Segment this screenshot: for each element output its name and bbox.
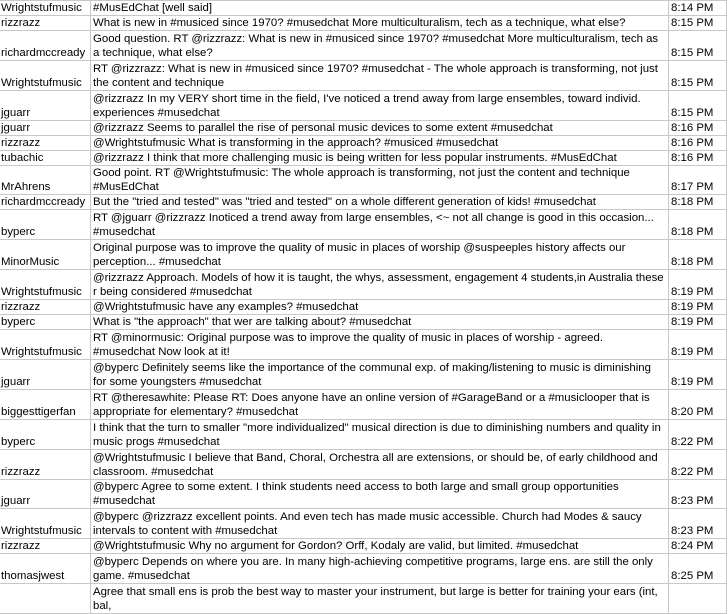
timestamp-cell[interactable]: 8:18 PM: [669, 195, 727, 210]
table-row: [0, 136, 727, 151]
username-cell[interactable]: jguarr: [0, 360, 91, 390]
username-cell[interactable]: jguarr: [0, 480, 91, 509]
tweet-text-cell[interactable]: @Wrightstufmusic have any examples? #musedchat: [91, 300, 669, 315]
table-row: [0, 121, 727, 136]
tweet-text-cell[interactable]: RT @rizzrazz: What is new in #musiced since 1970? #musedchat - The whole approach is transforming, not just the content and technique: [91, 61, 669, 91]
tweet-text-cell[interactable]: @rizzrazz Seems to parallel the rise of personal music devices to some extent #musedchat: [91, 121, 669, 136]
tweet-text-cell[interactable]: But the "tried and tested" was "tried and tested" on a whole different generation of kids! #musedchat: [91, 195, 669, 210]
table-row: [0, 31, 727, 61]
username-cell[interactable]: richardmccready: [0, 31, 91, 61]
timestamp-cell[interactable]: 8:15 PM: [669, 61, 727, 91]
timestamp-cell[interactable]: 8:15 PM: [669, 16, 727, 31]
tweet-text-cell[interactable]: @rizzrazz Approach. Models of how it is taught, the whys, assessment, engagement 4 students,in Australia these r being considered #musedchat: [91, 270, 669, 300]
username-cell[interactable]: [0, 584, 91, 614]
username-cell[interactable]: tubachic: [0, 151, 91, 166]
timestamp-cell[interactable]: [669, 584, 727, 614]
username-cell[interactable]: rizzrazz: [0, 136, 91, 151]
username-cell[interactable]: rizzrazz: [0, 16, 91, 31]
tweet-text-cell[interactable]: @byperc Definitely seems like the importance of the communal exp. of making/listening to music is diminishing for some youngsters #musedchat: [91, 360, 669, 390]
timestamp-cell[interactable]: 8:16 PM: [669, 151, 727, 166]
timestamp-cell[interactable]: 8:14 PM: [669, 1, 727, 16]
table-row: [0, 420, 727, 450]
timestamp-cell[interactable]: 8:19 PM: [669, 360, 727, 390]
table-row: [0, 166, 727, 195]
table-row: [0, 16, 727, 31]
table-row: [0, 315, 727, 330]
timestamp-cell[interactable]: 8:17 PM: [669, 166, 727, 195]
username-cell[interactable]: byperc: [0, 210, 91, 240]
table-row: [0, 300, 727, 315]
username-cell[interactable]: Wrightstufmusic: [0, 270, 91, 300]
tweet-text-cell[interactable]: What is "the approach" that wer are talking about? #musedchat: [91, 315, 669, 330]
tweet-text-cell[interactable]: @byperc Depends on where you are. In many high-achieving competitive programs, large ens. are still the only game. #musedchat: [91, 554, 669, 584]
table-row: [0, 91, 727, 121]
timestamp-cell[interactable]: 8:15 PM: [669, 31, 727, 61]
tweet-text-cell[interactable]: What is new in #musiced since 1970? #musedchat More multiculturalism, tech as a technique, what else?: [91, 16, 669, 31]
table-row: [0, 1, 727, 16]
table-row: [0, 390, 727, 420]
username-cell[interactable]: rizzrazz: [0, 300, 91, 315]
table-row: [0, 584, 727, 614]
username-cell[interactable]: MinorMusic: [0, 240, 91, 270]
username-cell[interactable]: biggesttigerfan: [0, 390, 91, 420]
username-cell[interactable]: rizzrazz: [0, 450, 91, 480]
timestamp-cell[interactable]: 8:19 PM: [669, 330, 727, 360]
tweet-text-cell[interactable]: @Wrightstufmusic What is transforming in the approach? #musiced #musedchat: [91, 136, 669, 151]
timestamp-cell[interactable]: 8:19 PM: [669, 300, 727, 315]
tweet-text-cell[interactable]: @Wrightstufmusic I believe that Band, Choral, Orchestra all are extensions, or should be, of early childhood and classroom. #musedchat: [91, 450, 669, 480]
tweet-text-cell[interactable]: @rizzrazz I think that more challenging music is being written for less popular instruments. #MusEdChat: [91, 151, 669, 166]
username-cell[interactable]: jguarr: [0, 91, 91, 121]
tweet-text-cell[interactable]: #MusEdChat [well said]: [91, 1, 669, 16]
username-cell[interactable]: byperc: [0, 315, 91, 330]
tweet-text-cell[interactable]: @byperc @rizzrazz excellent points. And even tech has made music accessible. Church had Modes & saucy intervals to content with #musedchat: [91, 509, 669, 539]
tweet-text-cell[interactable]: Good point. RT @Wrightstufmusic: The whole approach is transforming, not just the content and technique #MusEdChat: [91, 166, 669, 195]
timestamp-cell[interactable]: 8:18 PM: [669, 240, 727, 270]
timestamp-cell[interactable]: 8:18 PM: [669, 210, 727, 240]
table-row: [0, 270, 727, 300]
tweet-text-cell[interactable]: Agree that small ens is prob the best way to master your instrument, but large is better for training your ears (int, bal,: [91, 584, 669, 614]
timestamp-cell[interactable]: 8:15 PM: [669, 91, 727, 121]
table-row: [0, 539, 727, 554]
username-cell[interactable]: Wrightstufmusic: [0, 1, 91, 16]
tweet-text-cell[interactable]: RT @theresawhite: Please RT: Does anyone have an online version of #GarageBand or a #musiclooper that is appropriate for elementary? #musedchat: [91, 390, 669, 420]
tweet-text-cell[interactable]: RT @jguarr @rizzrazz Inoticed a trend away from large ensembles, <~ not all change is good in this occasion... #musedchat: [91, 210, 669, 240]
tweet-text-cell[interactable]: I think that the turn to smaller "more individualized" musical direction is due to diminishing numbers and quality in music progs #musedchat: [91, 420, 669, 450]
table-row: [0, 240, 727, 270]
timestamp-cell[interactable]: 8:24 PM: [669, 539, 727, 554]
username-cell[interactable]: Wrightstufmusic: [0, 509, 91, 539]
tweet-text-cell[interactable]: Original purpose was to improve the quality of music in places of worship @suspeeples history affects our perception... #musedchat: [91, 240, 669, 270]
table-row: [0, 61, 727, 91]
timestamp-cell[interactable]: 8:22 PM: [669, 450, 727, 480]
timestamp-cell[interactable]: 8:20 PM: [669, 390, 727, 420]
table-row: [0, 554, 727, 584]
timestamp-cell[interactable]: 8:16 PM: [669, 121, 727, 136]
timestamp-cell[interactable]: 8:23 PM: [669, 509, 727, 539]
tweet-text-cell[interactable]: RT @minormusic: Original purpose was to improve the quality of music in places of worship - agreed. #musedchat Now look at it!: [91, 330, 669, 360]
table-row: [0, 195, 727, 210]
table-row: [0, 450, 727, 480]
username-cell[interactable]: byperc: [0, 420, 91, 450]
tweet-text-cell[interactable]: Good question. RT @rizzrazz: What is new in #musiced since 1970? #musedchat More multiculturalism, tech as a technique, what else?: [91, 31, 669, 61]
tweet-text-cell[interactable]: @rizzrazz In my VERY short time in the field, I've noticed a trend away from large ensembles, toward individ. experiences #musedchat: [91, 91, 669, 121]
table-row: [0, 210, 727, 240]
timestamp-cell[interactable]: 8:23 PM: [669, 480, 727, 509]
username-cell[interactable]: richardmccready: [0, 195, 91, 210]
timestamp-cell[interactable]: 8:22 PM: [669, 420, 727, 450]
timestamp-cell[interactable]: 8:25 PM: [669, 554, 727, 584]
table-row: [0, 360, 727, 390]
table-row: [0, 509, 727, 539]
tweet-text-cell[interactable]: @byperc Agree to some extent. I think students need access to both large and small group opportunities #musedchat: [91, 480, 669, 509]
table-row: [0, 151, 727, 166]
tweet-text-cell[interactable]: @Wrightstufmusic Why no argument for Gordon? Orff, Kodaly are valid, but limited. #musedchat: [91, 539, 669, 554]
username-cell[interactable]: MrAhrens: [0, 166, 91, 195]
username-cell[interactable]: Wrightstufmusic: [0, 330, 91, 360]
username-cell[interactable]: Wrightstufmusic: [0, 61, 91, 91]
table-row: [0, 480, 727, 509]
timestamp-cell[interactable]: 8:16 PM: [669, 136, 727, 151]
username-cell[interactable]: thomasjwest: [0, 554, 91, 584]
timestamp-cell[interactable]: 8:19 PM: [669, 270, 727, 300]
username-cell[interactable]: jguarr: [0, 121, 91, 136]
username-cell[interactable]: rizzrazz: [0, 539, 91, 554]
timestamp-cell[interactable]: 8:19 PM: [669, 315, 727, 330]
table-row: [0, 330, 727, 360]
